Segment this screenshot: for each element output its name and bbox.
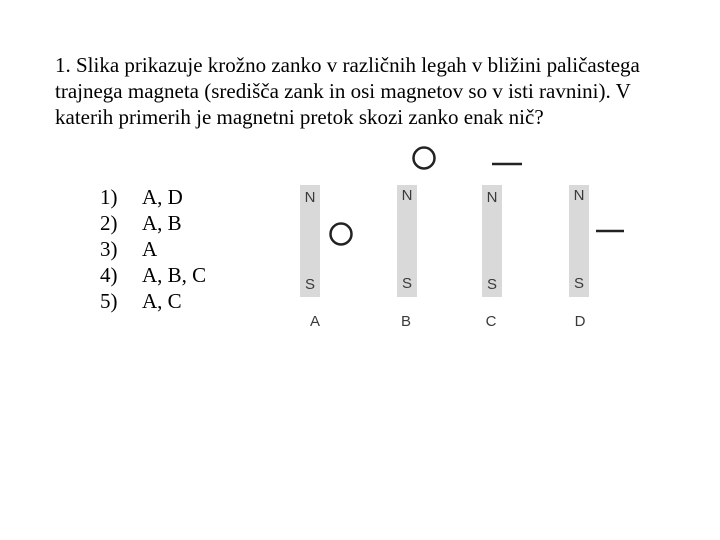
south-pole-label: S [573, 275, 585, 292]
case-label: D [574, 313, 586, 330]
north-pole-label: N [486, 189, 498, 206]
answer-text: A, B, C [142, 263, 207, 287]
answer-number: 4) [100, 263, 118, 287]
answer-number: 5) [100, 289, 118, 313]
case-label: A [309, 313, 321, 330]
north-pole-label: N [401, 187, 413, 204]
north-pole-label: N [573, 187, 585, 204]
case-a [300, 185, 352, 330]
south-pole-label: S [486, 276, 498, 293]
case-c [482, 164, 522, 330]
answer-number: 2) [100, 211, 118, 235]
south-pole-label: S [401, 275, 413, 292]
south-pole-label: S [304, 276, 316, 293]
loop-circle-icon [414, 148, 435, 169]
north-pole-label: N [304, 189, 316, 206]
case-b [397, 148, 435, 331]
case-d [569, 185, 624, 330]
answer-text: A [142, 237, 158, 261]
question-number: 1 [55, 53, 66, 77]
answer-number: 1) [100, 185, 118, 209]
loop-circle-icon [331, 224, 352, 245]
question-body: . Slika prikazuje krožno zanko v različnih legah v bližini paličastega trajnega magneta (središča zank in osi magnetov so v isti ravnini). V katerih primerih je magnetni pretok skozi zanko enak nič? [55, 53, 640, 129]
answer-number: 3) [100, 237, 118, 261]
answer-text: A, D [142, 185, 183, 209]
answer-text: A, B [142, 211, 182, 235]
answer-text: A, C [142, 289, 182, 313]
case-label: C [485, 313, 497, 330]
case-label: B [400, 313, 412, 330]
